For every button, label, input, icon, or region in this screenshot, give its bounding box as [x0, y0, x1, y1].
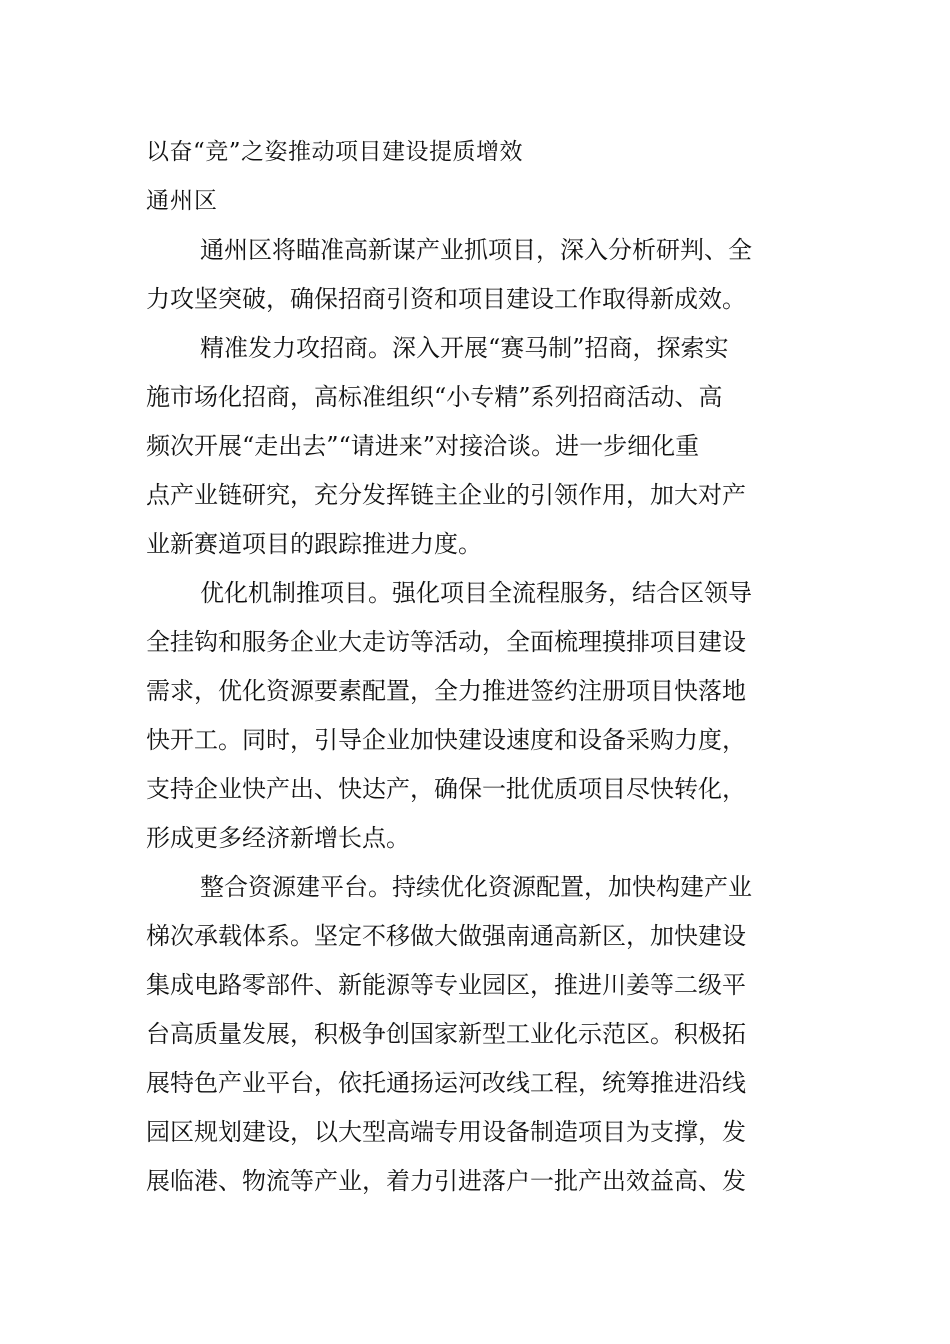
paragraph-line: 展临港、物流等产业，着力引进落户一批产出效益高、发	[146, 1167, 746, 1195]
paragraph-line: 梯次承载体系。坚定不移做大做强南通高新区，加快建设	[146, 922, 746, 950]
paragraph-line: 通州区将瞄准高新谋产业抓项目，深入分析研判、全	[200, 236, 752, 264]
paragraph-line: 施市场化招商，高标准组织“小专精”系列招商活动、高	[146, 383, 723, 411]
paragraph-line: 园区规划建设，以大型高端专用设备制造项目为支撑，发	[146, 1118, 746, 1146]
document-title: 以奋“竞”之姿推动项目建设提质增效	[146, 139, 524, 165]
paragraph-line: 优化机制推项目。强化项目全流程服务，结合区领导	[200, 579, 752, 607]
paragraph-line: 展特色产业平台，依托通扬运河改线工程，统筹推进沿线	[146, 1069, 746, 1097]
document-page	[146, 128, 806, 1206]
paragraph-platform	[146, 863, 806, 1206]
paragraph-line: 台高质量发展，积极争创国家新型工业化示范区。积极拓	[146, 1020, 746, 1048]
paragraph-line: 点产业链研究，充分发挥链主企业的引领作用，加大对产	[146, 481, 746, 509]
paragraph-line: 全挂钩和服务企业大走访等活动，全面梳理摸排项目建设	[146, 628, 746, 656]
paragraph-investment	[146, 324, 806, 569]
paragraph-line: 形成更多经济新增长点。	[146, 824, 410, 852]
paragraph-line: 力攻坚突破，确保招商引资和项目建设工作取得新成效。	[146, 285, 746, 313]
paragraph-line: 精准发力攻招商。深入开展“赛马制”招商，探索实	[200, 334, 729, 362]
paragraph-line: 频次开展“走出去”“请进来”对接洽谈。进一步细化重	[146, 432, 700, 460]
paragraph-line: 需求，优化资源要素配置，全力推进签约注册项目快落地	[146, 677, 746, 705]
paragraph-mechanism	[146, 569, 806, 863]
paragraph-line: 快开工。同时，引导企业加快建设速度和设备采购力度，	[146, 726, 746, 754]
paragraph-line: 集成电路零部件、新能源等专业园区，推进川姜等二级平	[146, 971, 746, 999]
paragraph-line: 业新赛道项目的跟踪推进力度。	[146, 530, 482, 558]
paragraph-intro	[146, 226, 806, 324]
document-author: 通州区	[146, 188, 218, 214]
paragraph-line: 支持企业快产出、快达产，确保一批优质项目尽快转化，	[146, 775, 746, 803]
paragraph-line: 整合资源建平台。持续优化资源配置，加快构建产业	[200, 873, 752, 901]
